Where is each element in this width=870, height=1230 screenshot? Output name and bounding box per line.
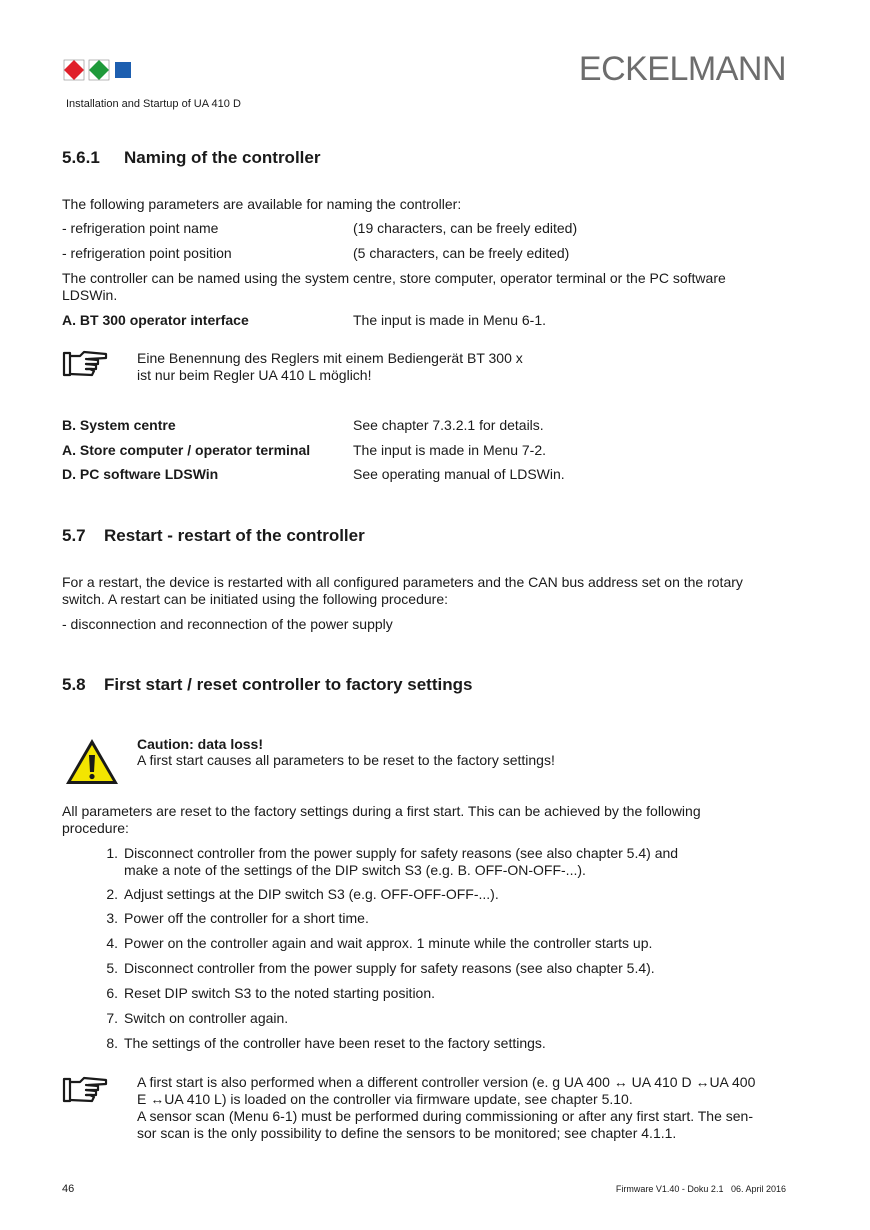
paragraph-cont: switch. A restart can be initiated using the following procedure: — [62, 591, 448, 607]
step-text: The settings of the controller have been reset to the factory settings. — [124, 1035, 546, 1051]
brand-name: ECKELMANN — [578, 50, 786, 88]
intro-text: The following parameters are available for naming the controller: — [62, 196, 462, 212]
step-number: 1. — [106, 845, 118, 861]
item-label: A. BT 300 operator interface — [62, 312, 249, 328]
note-text: A sensor scan (Menu 6-1) must be performed during commissioning or after any first start. The sen- — [137, 1108, 753, 1124]
item-desc: The input is made in Menu 6-1. — [353, 312, 546, 328]
note-text: sor scan is the only possibility to define the sensors to be monitored; see chapter 4.1.1. — [137, 1125, 677, 1141]
note-text: Eine Benennung des Reglers mit einem Bediengerät BT 300 x — [137, 350, 523, 366]
step-number: 8. — [106, 1035, 118, 1051]
note-text: A first start is also performed when a different controller version (e. g UA 400 ↔ UA 410 D ↔UA 400 — [137, 1074, 756, 1090]
section-title: Restart - restart of the controller — [104, 526, 365, 545]
pointing-hand-icon — [62, 350, 108, 378]
paragraph: The controller can be named using the system centre, store computer, operator terminal or the PC software — [62, 270, 726, 286]
step-text: Power off the controller for a short time. — [124, 910, 369, 926]
footer-info: Firmware V1.40 - Doku 2.1 06. April 2016 — [615, 1184, 786, 1194]
heading-5-8 — [62, 675, 472, 695]
warning-triangle-icon — [64, 737, 120, 787]
step-text: Adjust settings at the DIP switch S3 (e.g. OFF-OFF-OFF-...). — [124, 886, 499, 902]
doc-title: Installation and Startup of UA 410 D — [66, 98, 241, 110]
caution-title: Caution: data loss! — [137, 736, 264, 752]
step-text: Switch on controller again. — [124, 1010, 289, 1026]
item-desc: See chapter 7.3.2.1 for details. — [353, 417, 544, 433]
note-text: ist nur beim Regler UA 410 L möglich! — [137, 367, 372, 383]
caution-text: A first start causes all parameters to be reset to the factory settings! — [137, 752, 555, 768]
section-number: 5.8 — [62, 675, 86, 694]
step-number: 7. — [106, 1010, 118, 1026]
paragraph: - disconnection and reconnection of the power supply — [62, 616, 393, 632]
item-label: D. PC software LDSWin — [62, 466, 219, 482]
item-desc: The input is made in Menu 7-2. — [353, 442, 546, 458]
eckelmann-logo-icon — [63, 58, 135, 82]
param-desc: (19 characters, can be freely edited) — [353, 220, 578, 236]
param-label: - refrigeration point name — [62, 220, 219, 236]
item-label: B. System centre — [62, 417, 176, 433]
param-label: - refrigeration point position — [62, 245, 232, 261]
step-text: Power on the controller again and wait approx. 1 minute while the controller starts up. — [124, 935, 653, 951]
step-number: 2. — [106, 886, 118, 902]
paragraph: For a restart, the device is restarted with all configured parameters and the CAN bus address set on the rotary — [62, 574, 743, 590]
paragraph: All parameters are reset to the factory settings during a first start. This can be achieved by the following — [62, 803, 701, 819]
section-title: Naming of the controller — [124, 148, 321, 167]
note-text: E ↔UA 410 L) is loaded on the controller via firmware update, see chapter 5.10. — [137, 1091, 633, 1107]
step-number: 4. — [106, 935, 118, 951]
step-text: Reset DIP switch S3 to the noted starting position. — [124, 985, 436, 1001]
page-number: 46 — [62, 1183, 75, 1195]
item-desc: See operating manual of LDSWin. — [353, 466, 565, 482]
pointing-hand-icon — [62, 1076, 108, 1104]
step-number: 3. — [106, 910, 118, 926]
step-text: Disconnect controller from the power supply for safety reasons (see also chapter 5.4) and — [124, 845, 679, 861]
section-title: First start / reset controller to factory settings — [104, 675, 473, 694]
heading-5-7 — [62, 526, 365, 546]
paragraph-cont: procedure: — [62, 820, 129, 836]
item-label: A. Store computer / operator terminal — [62, 442, 311, 458]
step-text-cont: make a note of the settings of the DIP switch S3 (e.g. B. OFF-ON-OFF-...). — [124, 862, 586, 878]
step-number: 6. — [106, 985, 118, 1001]
section-number: 5.7 — [62, 526, 86, 545]
step-number: 5. — [106, 960, 118, 976]
paragraph-cont: LDSWin. — [62, 287, 118, 303]
section-number: 5.6.1 — [62, 148, 100, 167]
param-desc: (5 characters, can be freely edited) — [353, 245, 570, 261]
logo-mark — [63, 58, 135, 82]
step-text: Disconnect controller from the power supply for safety reasons (see also chapter 5.4). — [124, 960, 655, 976]
heading-5-6-1 — [62, 148, 320, 168]
